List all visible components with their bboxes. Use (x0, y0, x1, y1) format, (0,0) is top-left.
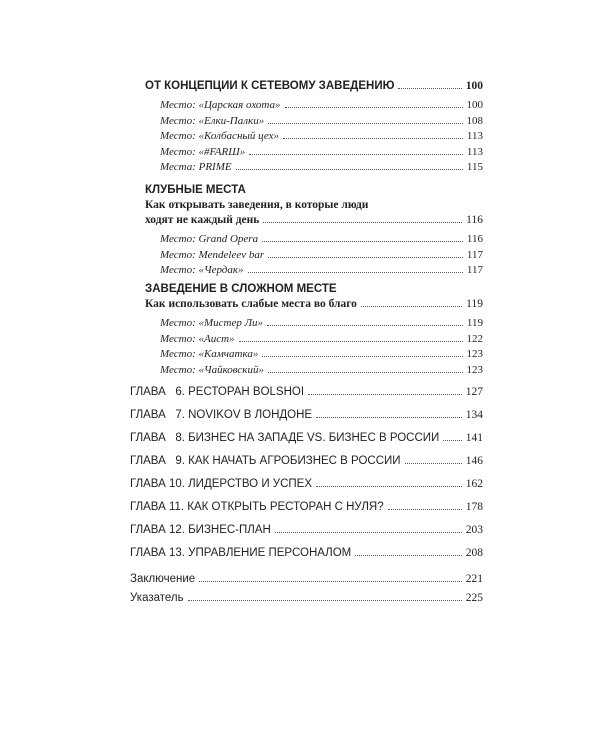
page-number: 115 (466, 161, 483, 173)
page-number: 146 (465, 455, 483, 467)
place-label: Место: «Чердак» (160, 264, 244, 276)
page-number: 141 (465, 432, 483, 444)
place-label: Место: «Аист» (160, 333, 235, 345)
leader-dots (268, 257, 463, 258)
leader-dots (283, 138, 463, 139)
page-number: 119 (466, 298, 483, 310)
toc-place-1-3[interactable] (160, 130, 483, 142)
leader-dots (263, 222, 462, 223)
page-number: 119 (466, 317, 483, 329)
chapter-label: ГЛАВА 9. КАК НАЧАТЬ АГРОБИЗНЕС В РОССИИ (130, 455, 401, 467)
section-subtitle: Как использовать слабые места во благо (145, 298, 357, 310)
page-number: 123 (466, 364, 483, 376)
toc-chapter-10[interactable] (130, 478, 483, 490)
place-label: Место: «Мистер Ли» (160, 317, 264, 329)
chapter-label: ГЛАВА 10. ЛИДЕРСТВО И УСПЕХ (130, 478, 313, 490)
toc-chapter-9[interactable] (130, 455, 483, 467)
leader-dots (199, 581, 462, 582)
toc-conclusion[interactable] (130, 573, 483, 585)
place-label: Места: PRIME (160, 161, 232, 173)
leader-dots (267, 325, 463, 326)
endmatter-label: Указатель (130, 592, 184, 604)
page-number: 203 (465, 524, 483, 536)
toc-place-3-4[interactable] (160, 364, 483, 376)
toc-section-1[interactable] (145, 80, 483, 92)
page-number: 221 (465, 573, 483, 585)
toc-place-3-1[interactable] (160, 317, 483, 329)
toc-place-2-1[interactable] (160, 233, 483, 245)
leader-dots (275, 532, 462, 533)
chapter-label: ГЛАВА 7. NOVIKOV В ЛОНДОНЕ (130, 409, 313, 421)
toc-place-1-5[interactable] (160, 161, 483, 173)
toc-place-1-4[interactable] (160, 146, 483, 158)
toc-place-3-2[interactable] (160, 333, 483, 345)
leader-dots (443, 440, 461, 441)
leader-dots (388, 509, 462, 510)
page-number: 100 (466, 99, 483, 111)
page-number: 117 (466, 249, 483, 261)
toc-chapter-7[interactable] (130, 409, 483, 421)
page-number: 117 (466, 264, 483, 276)
place-label: Место: «#FARШ» (160, 146, 246, 158)
place-label: Место: Mendeleev bar (160, 249, 265, 261)
leader-dots (398, 88, 461, 89)
page-number: 113 (466, 130, 483, 142)
leader-dots (188, 600, 462, 601)
leader-dots (308, 394, 462, 395)
toc-section-2-subtitle[interactable] (145, 214, 483, 226)
leader-dots (248, 272, 463, 273)
page-number: 100 (465, 80, 483, 92)
leader-dots (316, 486, 462, 487)
leader-dots (355, 555, 462, 556)
toc-section-2-title[interactable]: КЛУБНЫЕ МЕСТА (145, 184, 246, 196)
toc-place-2-2[interactable] (160, 249, 483, 261)
place-label: Место: «Царская охота» (160, 99, 281, 111)
toc-chapter-6[interactable] (130, 386, 483, 398)
section-title: ОТ КОНЦЕПЦИИ К СЕТЕВОМУ ЗАВЕДЕНИЮ (145, 80, 395, 92)
leader-dots (405, 463, 462, 464)
page-number: 208 (465, 547, 483, 559)
toc-section-2-subtitle-line1[interactable]: Как открывать заведения, в которые люди (145, 199, 369, 211)
place-label: Место: «Елки-Палки» (160, 115, 265, 127)
page-number: 108 (466, 115, 483, 127)
leader-dots (316, 417, 462, 418)
toc-chapter-11[interactable] (130, 501, 483, 513)
toc-chapter-8[interactable] (130, 432, 483, 444)
leader-dots (361, 306, 462, 307)
leader-dots (262, 356, 462, 357)
endmatter-label: Заключение (130, 573, 196, 585)
page-number: 127 (465, 386, 483, 398)
leader-dots (239, 341, 463, 342)
toc-place-1-2[interactable] (160, 115, 483, 127)
page-number: 178 (465, 501, 483, 513)
section-subtitle: ходят не каждый день (145, 214, 260, 226)
toc-index[interactable] (130, 592, 483, 604)
chapter-label: ГЛАВА 11. КАК ОТКРЫТЬ РЕСТОРАН С НУЛЯ? (130, 501, 384, 513)
page-number: 122 (466, 333, 483, 345)
page-number: 225 (465, 592, 483, 604)
place-label: Место: «Чайковский» (160, 364, 264, 376)
toc-place-3-3[interactable] (160, 348, 483, 360)
place-label: Место: «Колбасный цех» (160, 130, 279, 142)
chapter-label: ГЛАВА 6. РЕСТОРАН BOLSHOI (130, 386, 305, 398)
chapter-label: ГЛАВА 8. БИЗНЕС НА ЗАПАДЕ VS. БИЗНЕС В РОССИИ (130, 432, 440, 444)
chapter-label: ГЛАВА 13. УПРАВЛЕНИЕ ПЕРСОНАЛОМ (130, 547, 352, 559)
leader-dots (285, 107, 463, 108)
leader-dots (236, 169, 463, 170)
chapter-label: ГЛАВА 12. БИЗНЕС-ПЛАН (130, 524, 271, 536)
place-label: Место: Grand Opera (160, 233, 259, 245)
page-number: 116 (466, 233, 483, 245)
leader-dots (268, 123, 462, 124)
toc-chapter-12[interactable] (130, 524, 483, 536)
toc-place-2-3[interactable] (160, 264, 483, 276)
toc-chapter-13[interactable] (130, 547, 483, 559)
place-label: Место: «Камчатка» (160, 348, 259, 360)
leader-dots (262, 241, 463, 242)
leader-dots (268, 372, 463, 373)
leader-dots (249, 154, 463, 155)
page-number: 162 (465, 478, 483, 490)
page-number: 116 (466, 214, 483, 226)
toc-place-1-1[interactable] (160, 99, 483, 111)
page-number: 113 (466, 146, 483, 158)
toc-section-3-title[interactable]: ЗАВЕДЕНИЕ В СЛОЖНОМ МЕСТЕ (145, 283, 337, 295)
toc-section-3-subtitle[interactable] (145, 298, 483, 310)
page-number: 123 (466, 348, 483, 360)
page-number: 134 (465, 409, 483, 421)
